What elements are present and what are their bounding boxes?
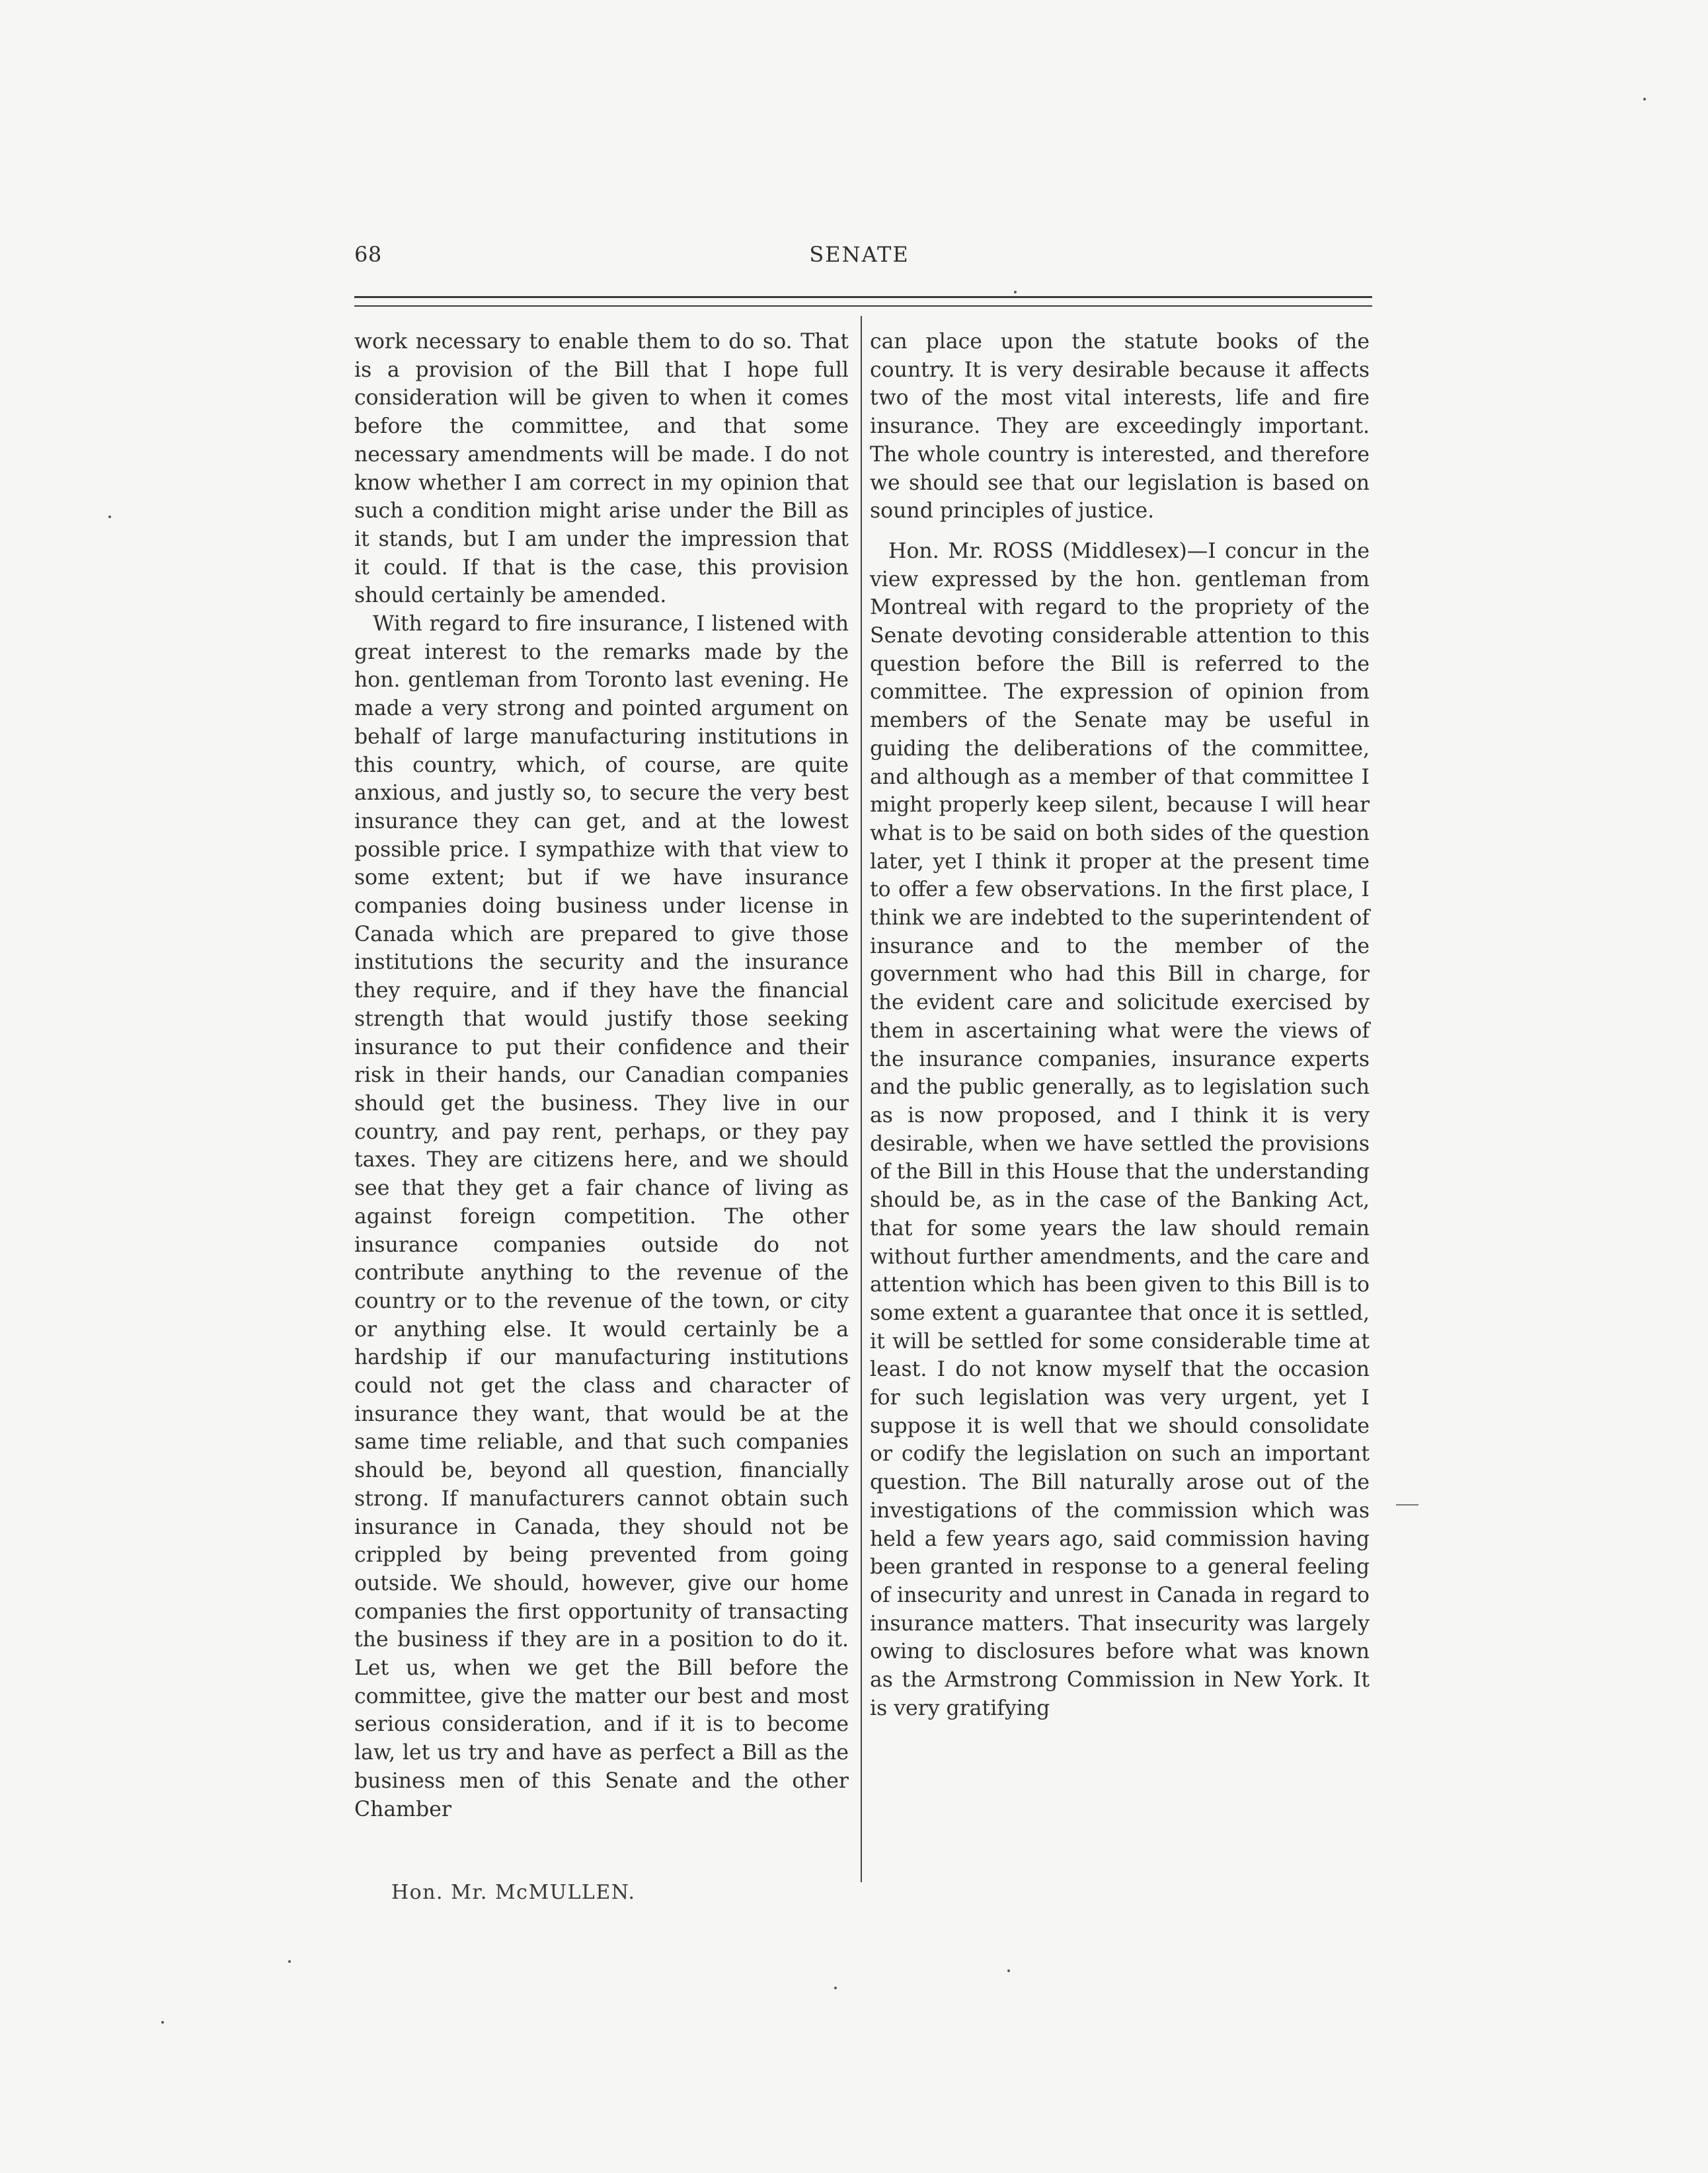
right-paragraph-1: can place upon the statute books of the country. It is very desirable because it affects two of the most vital interests, life and fire insurance. They are exceedingly important. The whole country is interested, and therefore we should see that our legislation is based on sound principles of justice. [870, 330, 1370, 523]
page-number: 68 [354, 242, 382, 267]
scan-speck [1643, 98, 1646, 100]
scan-speck [834, 1987, 837, 1989]
left-paragraph-2: With regard to fire insurance, I listened with great interest to the remarks made by the hon. gentleman from Toronto last evening. He made a very strong and pointed argument on behalf of large manufacturing institutions in this country, which, of course, are quite anxious, and justly so, to secure the very best insurance they can get, and at the lowest possible price. I sympathize with that view to some extent; but if we have insurance companies doing business under license in Canada which are prepared to give those institutions the security and the insurance they require, and if they have the financial strength that would justify those seeking insurance to put their confidence and their risk in their hands, our Canadian companies should get the business. They live in our country, and pay rent, perhaps, or they pay taxes. They are citizens here, and we should see that they get a fair chance of living as against foreign competition. The other insurance companies outside do not contribute anything to the revenue of the country or to the revenue of the town, or city or anything else. It would certainly be a hardship if our manufacturing institutions could not get the class and character of insurance they want, that would be at the same time reliable, and that such companies should be, beyond all question, financially strong. If manufacturers cannot obtain such insurance in Canada, they should not be crippled by being prevented from going outside. We should, however, give our home companies the first opportunity of transacting the business if they are in a position to do it. Let us, when we get the Bill before the committee, give the matter our best and most serious consideration, and if it is to become law, let us try and have as perfect a Bill as the business men of this Senate and the other Chamber [354, 612, 849, 1821]
left-paragraph-1: work necessary to enable them to do so. That is a provision of the Bill that I hope full consideration will be given to when it comes before the committee, and that some necessary amendments will be made. I do not know whether I am correct in my opinion that such a condition might arise under the Bill as it stands, but I am under the impression that it could. If that is the case, this provision should certainly be amended. [354, 330, 849, 608]
left-column [354, 328, 849, 1823]
scan-speck [1014, 291, 1017, 293]
right-column [870, 328, 1370, 1722]
header-rule-top [354, 296, 1372, 298]
footer-speaker-name: Hon. Mr. McMULLEN. [391, 1881, 636, 1904]
scan-speck [288, 1960, 291, 1963]
header-rule-bottom [354, 305, 1372, 307]
column-divider [861, 316, 862, 1882]
scan-speck [161, 2021, 164, 2024]
scan-speck [1007, 1969, 1010, 1972]
right-paragraph-2: Hon. Mr. ROSS (Middlesex)—I concur in the view expressed by the hon. gentleman from Montreal with regard to the propriety of the Senate devoting considerable attention to this question before the Bill is referred to the committee. The expression of opinion from members of the Senate may be useful in guiding the deliberations of the committee, and although as a member of that committee I might properly keep silent, because I will hear what is to be said on both sides of the question later, yet I think it proper at the present time to offer a few observations. In the first place, I think we are indebted to the superintendent of insurance and to the member of the government who had this Bill in charge, for the evident care and solicitude exercised by them in ascertaining what were the views of the insurance companies, insurance experts and the public generally, as to legislation such as is now proposed, and I think it is very desirable, when we have settled the provisions of the Bill in this House that the understanding should be, as in the case of the Banking Act, that for some years the law should remain without further amendments, and the care and attention which has been given to this Bill is to some extent a guarantee that once it is settled, it will be settled for some considerable time at least. I do not know myself that the occasion for such legislation was very urgent, yet I suppose it is well that we should consolidate or codify the legislation on such an important question. The Bill naturally arose out of the investigations of the commission which was held a few years ago, said commission having been granted in response to a general feeling of insecurity and unrest in Canada in regard to insurance matters. That insecurity was largely owing to disclosures before what was known as the Armstrong Commission in New York. It is very gratifying [870, 539, 1370, 1720]
running-head: SENATE [809, 242, 910, 267]
scan-speck [108, 515, 111, 518]
scan-line [1396, 1504, 1418, 1506]
